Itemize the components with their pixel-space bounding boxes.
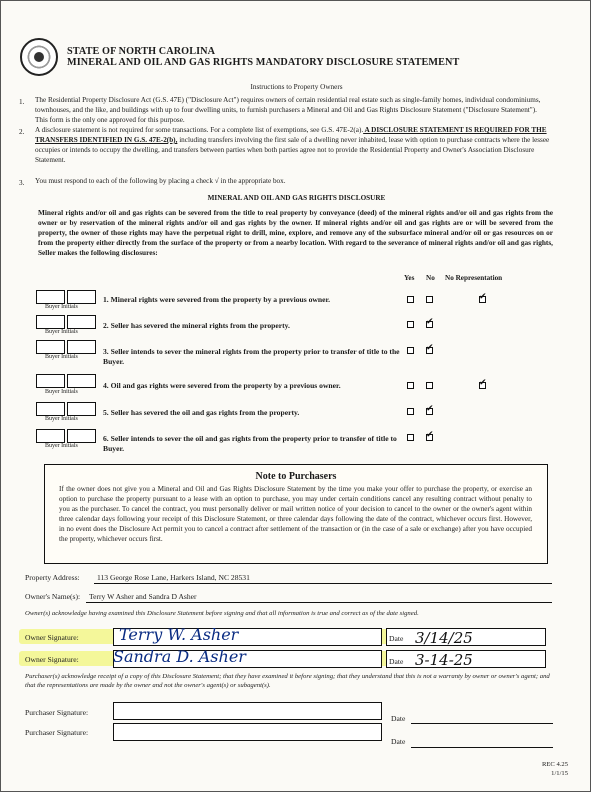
buyer-initials-boxes-5[interactable]: [36, 402, 97, 416]
purchaser-date-label-2: Date: [391, 737, 406, 746]
buyer-initials-label-3: Buyer Initials: [45, 354, 78, 360]
buyer-initial-box-6a[interactable]: [36, 429, 65, 443]
question-4-no-checkbox[interactable]: [426, 382, 433, 389]
buyer-initial-box-5b[interactable]: [67, 402, 96, 416]
owner-acknowledgement: Owner(s) acknowledge having examined this Disclosure Statement before signing and that all information is true and correct as of the date signed.: [25, 610, 419, 617]
question-1-text: 1. Mineral rights were severed from the property by a previous owner.: [103, 295, 331, 304]
purchaser-signature-label-1: Purchaser Signature:: [25, 708, 89, 717]
buyer-initials-label-2: Buyer Initials: [45, 329, 78, 335]
owner-date-label-1: Date: [389, 634, 404, 643]
buyer-initial-box-6b[interactable]: [67, 429, 96, 443]
question-6-text: 6. Seller intends to sever the oil and gas rights from the property prior to transfer of title to Buyer.: [103, 434, 397, 453]
purchaser-signature-field-2[interactable]: [113, 723, 382, 741]
property-address-line: [94, 583, 552, 584]
purchaser-signature-label-2: Purchaser Signature:: [25, 728, 89, 737]
note-text: If the owner does not give you a Mineral and Oil and Gas Rights Disclosure Statement by the time you make your offer to purchase the property, or exercise an option to purchase the property pursuant to a lease with an option to purchase, you may under certain conditions cancel any resulting contract without penalty to you as the purchaser. To cancel the contract, you must personally deliver or mail written notice of your decision to cancel to the owner or the owner's agent within three calendar days following your receipt of this Disclosure Statement, or three calendar days following the date of the contract, whichever occurs first. However, in no event does the Disclosure Act permit you to cancel a contract after settlement of the transaction or (in the case of a sale or exchange) after you have occupied the property, whichever occurs first.: [59, 485, 532, 543]
checkmark-icon: ✔: [426, 343, 434, 353]
instruction-2-text: [35, 125, 550, 165]
owner-date-value-2: 3-14-25: [415, 651, 473, 669]
instruction-2-text-before: A disclosure statement is not required for some transactions. For a complete list of exemptions, see G.S. 47E-2(a).: [35, 126, 364, 134]
checkmark-icon: ✔: [479, 292, 487, 302]
section-title: MINERAL AND OIL AND GAS RIGHTS DISCLOSURE: [207, 194, 386, 202]
checkmark-icon: ✔: [426, 430, 434, 440]
question-1-yes-checkbox[interactable]: [407, 296, 414, 303]
state-heading: STATE OF NORTH CAROLINA: [67, 46, 216, 57]
instructions-title: Instructions to Property Owners: [250, 83, 343, 91]
buyer-initials-label-6: Buyer Initials: [45, 443, 78, 449]
owners-value: Terry W Asher and Sandra D Asher: [89, 592, 197, 601]
buyer-initial-box-2b[interactable]: [67, 315, 96, 329]
instruction-3-text: You must respond to each of the following by placing a check √ in the appropriate box.: [35, 177, 286, 185]
buyer-initial-box-5a[interactable]: [36, 402, 65, 416]
buyer-initial-box-3b[interactable]: [67, 340, 96, 354]
property-address-value: 113 George Rose Lane, Harkers Island, NC 28531: [97, 573, 250, 582]
purchaser-signature-field-1[interactable]: [113, 702, 382, 720]
buyer-initials-label-1: Buyer Initials: [45, 304, 78, 310]
checkmark-icon: ✔: [426, 404, 434, 414]
question-5-yes-checkbox[interactable]: [407, 408, 414, 415]
question-4-yes-checkbox[interactable]: [407, 382, 414, 389]
buyer-initials-boxes-6[interactable]: [36, 429, 97, 443]
question-2-yes-checkbox[interactable]: [407, 321, 414, 328]
buyer-initial-box-4b[interactable]: [67, 374, 96, 388]
revision-date: 1/1/15: [551, 770, 568, 777]
question-3-text: 3. Seller intends to sever the mineral rights from the property prior to transfer of title to the Buyer.: [103, 347, 400, 366]
state-seal-icon: [20, 38, 58, 76]
instruction-number-2: 2.: [19, 128, 25, 136]
question-1-no-checkbox[interactable]: [426, 296, 433, 303]
owner-date-label-2: Date: [389, 657, 404, 666]
instruction-2-text-after: including transfers involving the first sale of a dwelling never inhabited, lease with option to purchase contracts where the lessee occupies or intends to occupy the dwelling, and transfers between parties when both parties agree not to provide the Residential Property and Owner's Association Disclosure Statement.: [35, 136, 550, 164]
checkmark-icon: ✔: [426, 317, 434, 327]
section-intro: Mineral rights and/or oil and gas rights can be severed from the title to real property by conveyance (deed) of the mineral rights and/or oil and gas rights from the owner or by reservation of the mineral rights and/or oil and gas rights by the owner. If mineral rights and/or oil and gas rights are or will be severed from the property, the owner of those rights may have the perpetual right to drill, mine, explore, and remove any of the subsurface mineral and/or oil or gas resources on or from the property either directly from the surface of the property or from a nearby location. With regard to the severance of mineral rights and/or oil and gas rights, Seller makes the following disclosures:: [38, 208, 553, 257]
purchaser-acknowledgement: Purchaser(s) acknowledge receipt of a copy of this Disclosure Statement; that they have examined it before signing; that they understand that this is not a warranty by owner or owner's agent; and that the representations are made by the owner and not the owner's agent(s) or subagent(s).: [25, 673, 550, 689]
buyer-initials-boxes-4[interactable]: [36, 374, 97, 388]
owner-date-value-1: 3/14/25: [415, 629, 473, 647]
buyer-initial-box-1b[interactable]: [67, 290, 96, 304]
question-5-text: 5. Seller has severed the oil and gas rights from the property.: [103, 408, 300, 417]
question-3-yes-checkbox[interactable]: [407, 347, 414, 354]
instruction-2-bold-text: A DISCLOSURE STATEMENT IS REQUIRED FOR THE TRANSFERS IDENTIFIED IN G.S. 47E-2(b),: [35, 126, 547, 144]
header-no-representation: No Representation: [445, 274, 503, 282]
buyer-initials-label-4: Buyer Initials: [45, 389, 78, 395]
instruction-number-3: 3.: [19, 179, 25, 187]
purchaser-date-line-1[interactable]: [411, 723, 553, 724]
buyer-initials-boxes-1[interactable]: [36, 290, 97, 304]
header-yes: Yes: [404, 274, 415, 282]
property-address-label: Property Address:: [25, 573, 80, 582]
buyer-initials-boxes-3[interactable]: [36, 340, 97, 354]
owner-signature-2: Sandra D. Asher: [113, 647, 246, 666]
instruction-1-text: The Residential Property Disclosure Act (G.S. 47E) ("Disclosure Act") requires owners of certain residential real estate such as single-family homes, individual condominiums, townhouses, and the like, and buildings with up to four dwelling units, to furnish purchasers a Mineral and Oil and Gas Rights Disclosure Statement ("Disclosure Statement"). This form is the only one approved for this purpose.: [35, 96, 541, 124]
note-to-purchasers-box: [44, 464, 548, 564]
owner-signature-label-2: Owner Signature:: [25, 655, 79, 664]
buyer-initial-box-1a[interactable]: [36, 290, 65, 304]
buyer-initial-box-4a[interactable]: [36, 374, 65, 388]
owners-label: Owner's Name(s):: [25, 592, 81, 601]
buyer-initials-boxes-2[interactable]: [36, 315, 97, 329]
instruction-number-1: 1.: [19, 98, 25, 106]
form-title: MINERAL AND OIL AND GAS RIGHTS MANDATORY DISCLOSURE STATEMENT: [67, 57, 460, 68]
owner-signature-label-1: Owner Signature:: [25, 633, 79, 642]
note-title: Note to Purchasers: [255, 471, 337, 482]
buyer-initials-label-5: Buyer Initials: [45, 416, 78, 422]
question-6-yes-checkbox[interactable]: [407, 434, 414, 441]
form-code: REC 4.25: [541, 761, 568, 768]
question-2-text: 2. Seller has severed the mineral rights from the property.: [103, 321, 290, 330]
checkmark-icon: ✔: [479, 378, 487, 388]
purchaser-date-label-1: Date: [391, 714, 406, 723]
question-4-text: 4. Oil and gas rights were severed from the property by a previous owner.: [103, 381, 341, 390]
purchaser-date-line-2[interactable]: [411, 747, 553, 748]
buyer-initial-box-2a[interactable]: [36, 315, 65, 329]
owners-line: [86, 602, 552, 603]
buyer-initial-box-3a[interactable]: [36, 340, 65, 354]
header-no: No: [426, 274, 435, 282]
owner-signature-1: Terry W. Asher: [119, 625, 239, 644]
